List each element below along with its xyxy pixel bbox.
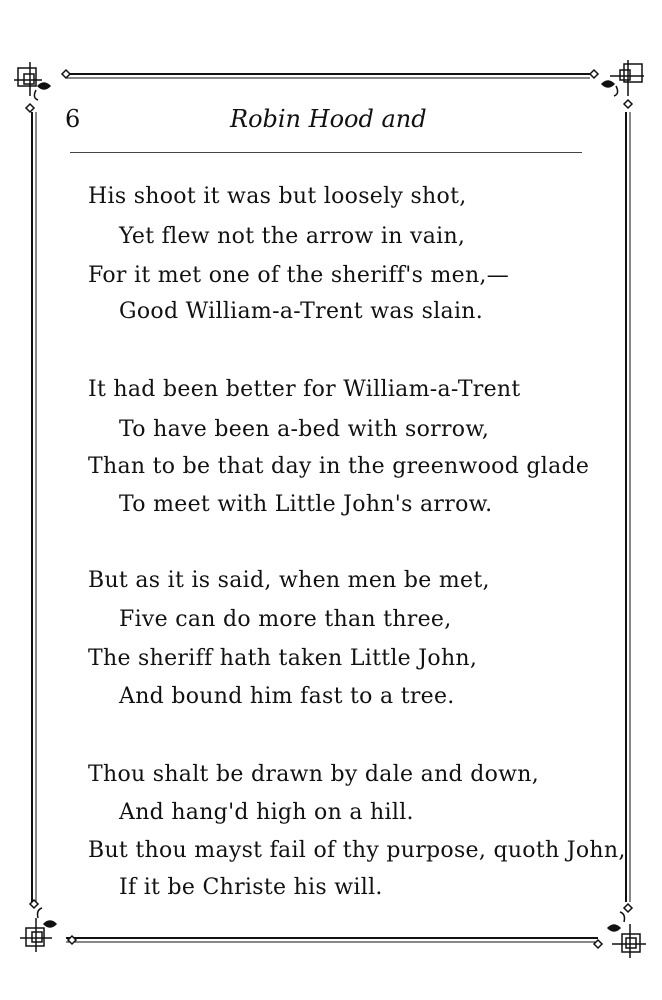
poem-line: If it be Christe his will. (119, 875, 383, 900)
poem-line: Good William-a-Trent was slain. (119, 299, 484, 324)
poem-line: But as it is said, when men be met, (88, 568, 490, 593)
poem-line: Five can do more than three, (119, 607, 452, 632)
poem-line: His shoot it was but loosely shot, (88, 184, 467, 209)
poem-line: Than to be that day in the greenwood glade (88, 454, 590, 479)
poem-line: But thou mayst fail of thy purpose, quoth John, (88, 838, 626, 863)
page-header (65, 104, 585, 138)
poem-line: The sheriff hath taken Little John, (88, 646, 478, 671)
page-number: 6 (65, 105, 81, 133)
poem-line: To have been a-bed with sorrow, (119, 417, 490, 442)
corner-ornament-bottom-right (594, 904, 646, 958)
header-rule (70, 152, 582, 153)
poem-line: It had been better for William-a-Trent (88, 377, 521, 402)
poem-line: And bound him fast to a tree. (119, 684, 455, 709)
running-title: Robin Hood and (230, 105, 427, 133)
poem-line: Yet flew not the arrow in vain, (119, 224, 466, 249)
poem-line: Thou shalt be drawn by dale and down, (88, 762, 540, 787)
corner-ornament-bottom-left (20, 900, 76, 952)
corner-ornament-top-left (14, 62, 70, 112)
poem-line: And hang'd high on a hill. (119, 800, 414, 825)
poem-line: To meet with Little John's arrow. (119, 492, 493, 517)
poem-line: For it met one of the sheriff's men,— (88, 263, 510, 288)
corner-ornament-top-right (590, 60, 644, 108)
